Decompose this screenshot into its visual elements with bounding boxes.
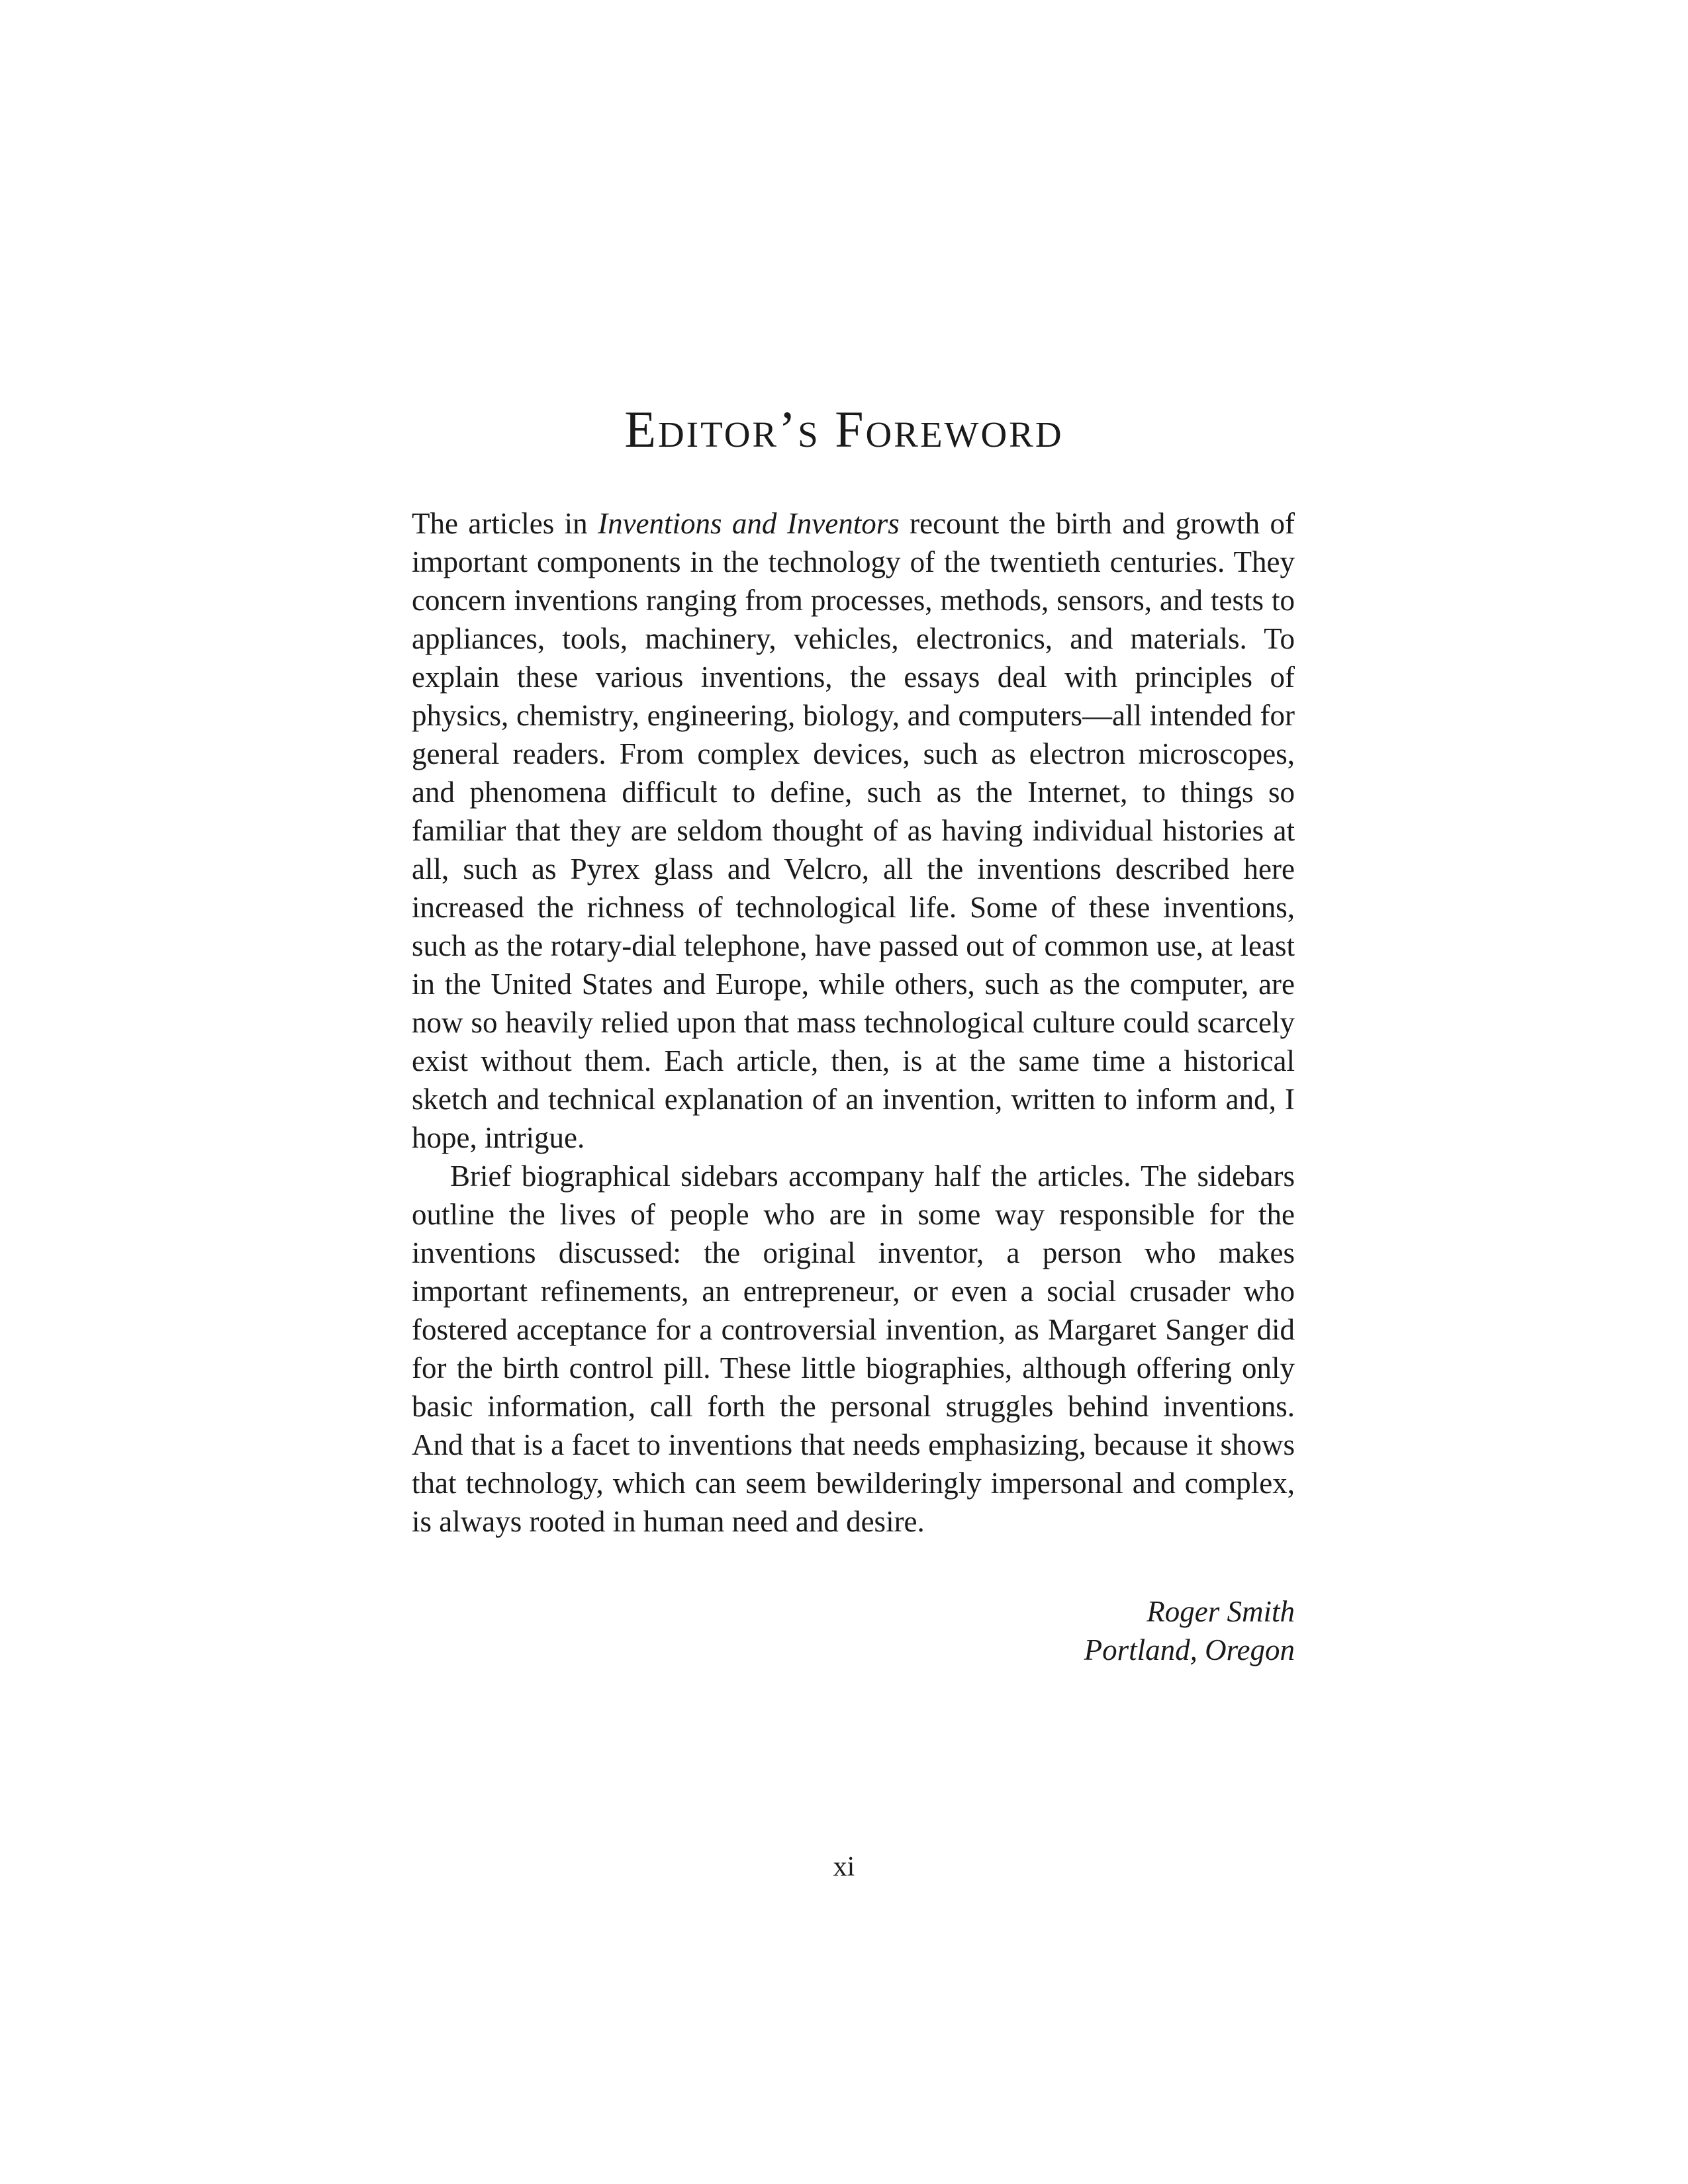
signature-block [412,1592,1295,1669]
book-title: Inventions and Inventors [598,507,900,540]
signature-name: Roger Smith [1147,1595,1295,1628]
paragraph-2: Brief biographical sidebars accompany half the articles. The sidebars outline the lives of people who are in some way responsible for the inventions discussed: the original inventor, a person who makes important refinements, an entrepreneur, or even a social crusader who fostered acceptance for a controversial invention, as Margaret Sanger did for the birth control pill. These little biographies, although offering only basic information, call forth the personal struggles behind inventions. And that is a facet to inventions that needs emphasizing, because it shows that technology, which can seem bewilderingly impersonal and complex, is always rooted in human need and desire. [412,1160,1295,1538]
page-title: Editor’s Foreword [624,400,1064,458]
paragraph-1 [412,504,1295,1157]
page-number: xi [833,1852,855,1882]
foreword-body [412,504,1295,1541]
signature-location: Portland, Oregon [1084,1633,1295,1666]
paragraph-1-intro: The articles in [412,507,598,540]
paragraph-1-rest: recount the birth and growth of important components in the technology of the twentieth centuries. They concern inventions ranging from processes, methods, sensors, and tests to appliances, tools, machinery, vehicles, electronics, and materials. To explain these various inventions, the essays deal with principles of physics, chemistry, engineering, biology, and computers—all intended for general readers. From complex devices, such as electron microscopes, and phenomena difficult to define, such as the Internet, to things so familiar that they are seldom thought of as having individual histories at all, such as Pyrex glass and Velcro, all the inventions described here increased the richness of technological life. Some of these inventions, such as the rotary-dial telephone, have passed out of common use, at least in the United States and Europe, while others, such as the computer, are now so heavily relied upon that mass technological culture could scarcely exist without them. Each article, then, is at the same time a historical sketch and technical explanation of an invention, written to inform and, I hope, intrigue. [412,507,1295,1154]
